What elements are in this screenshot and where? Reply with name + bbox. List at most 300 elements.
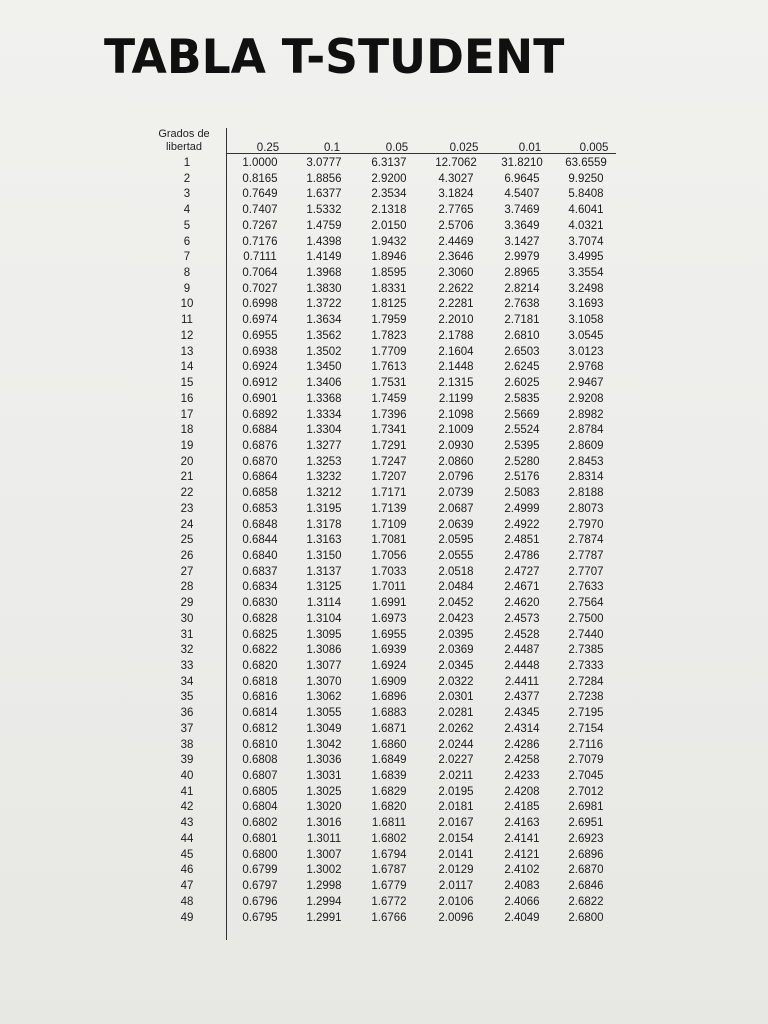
critical-value-cell: 0.6822	[242, 644, 278, 657]
critical-value-cell: 2.3534	[371, 188, 407, 201]
df-cell: 47	[180, 880, 194, 893]
critical-value-cell: 2.0423	[438, 612, 474, 625]
critical-value-cell: 2.7079	[568, 754, 604, 767]
critical-value-cell: 0.6901	[242, 392, 278, 405]
critical-value-cell: 1.3212	[306, 487, 342, 500]
table-row	[140, 235, 640, 251]
critical-value-cell: 2.9768	[568, 361, 604, 374]
critical-value-cell: 2.0687	[438, 502, 474, 515]
critical-value-cell: 1.6377	[306, 188, 342, 201]
df-cell: 14	[180, 361, 194, 374]
table-row	[140, 360, 640, 376]
critical-value-cell: 1.3055	[306, 707, 342, 720]
critical-value-cell: 2.4727	[504, 565, 540, 578]
critical-value-cell: 2.4141	[504, 832, 540, 845]
critical-value-cell: 1.3086	[306, 644, 342, 657]
critical-value-cell: 1.3025	[306, 785, 342, 798]
critical-value-cell: 2.0860	[438, 455, 474, 468]
df-cell: 4	[183, 204, 191, 217]
critical-value-cell: 1.3020	[306, 801, 342, 814]
alpha-header: 0.05	[385, 142, 409, 154]
critical-value-cell: 2.4573	[504, 612, 540, 625]
df-cell: 46	[180, 864, 194, 877]
critical-value-cell: 1.3070	[306, 675, 342, 688]
critical-value-cell: 2.6846	[568, 880, 604, 893]
critical-value-cell: 2.0211	[438, 770, 474, 783]
critical-value-cell: 2.4922	[504, 518, 540, 531]
table-row	[140, 313, 640, 329]
critical-value-cell: 0.6797	[242, 880, 278, 893]
critical-value-cell: 1.6802	[371, 832, 407, 845]
critical-value-cell: 2.6245	[504, 361, 540, 374]
critical-value-cell: 1.3968	[306, 267, 342, 280]
critical-value-cell: 0.6816	[242, 691, 278, 704]
alpha-header: 0.25	[256, 142, 280, 154]
critical-value-cell: 1.3406	[306, 377, 342, 390]
critical-value-cell: 0.6810	[242, 738, 278, 751]
table-row	[140, 628, 640, 644]
critical-value-cell: 1.8856	[306, 172, 342, 185]
critical-value-cell: 1.7247	[371, 455, 407, 468]
critical-value-cell: 2.8784	[568, 424, 604, 437]
df-cell: 17	[180, 408, 194, 421]
critical-value-cell: 0.6807	[242, 770, 278, 783]
table-row	[140, 439, 640, 455]
df-cell: 29	[180, 597, 194, 610]
critical-value-cell: 0.6801	[242, 832, 278, 845]
critical-value-cell: 2.7707	[568, 565, 604, 578]
critical-value-cell: 2.3646	[438, 251, 474, 264]
table-row	[140, 470, 640, 486]
critical-value-cell: 1.9432	[371, 235, 407, 248]
table-row	[140, 722, 640, 738]
critical-value-cell: 0.6820	[242, 660, 278, 672]
critical-value-cell: 2.0244	[438, 738, 474, 751]
critical-value-cell: 1.2994	[306, 895, 342, 908]
df-cell: 31	[180, 628, 194, 641]
critical-value-cell: 2.5176	[504, 471, 540, 484]
table-row	[140, 659, 640, 675]
critical-value-cell: 2.0518	[438, 565, 474, 578]
table-row	[140, 753, 640, 769]
critical-value-cell: 3.3554	[568, 267, 604, 280]
critical-value-cell: 1.3178	[306, 518, 342, 531]
critical-value-cell: 2.0141	[438, 848, 474, 861]
critical-value-cell: 0.6795	[242, 911, 278, 924]
critical-value-cell: 0.6812	[242, 722, 278, 735]
critical-value-cell: 2.4469	[438, 235, 474, 248]
critical-value-cell: 1.3125	[306, 581, 342, 594]
alpha-header: 0.005	[579, 142, 609, 154]
critical-value-cell: 0.8165	[242, 172, 278, 185]
critical-value-cell: 2.4258	[504, 754, 540, 767]
table-row	[140, 596, 640, 612]
critical-value-cell: 1.6787	[371, 864, 407, 877]
df-cell: 1	[183, 157, 191, 169]
table-row	[140, 785, 640, 801]
critical-value-cell: 1.4149	[306, 251, 342, 264]
df-cell: 5	[183, 219, 191, 232]
critical-value-cell: 2.4066	[504, 895, 540, 908]
table-row	[140, 266, 640, 282]
critical-value-cell: 2.7195	[568, 707, 604, 720]
critical-value-cell: 0.6938	[242, 345, 278, 358]
critical-value-cell: 2.2010	[438, 314, 474, 327]
critical-value-cell: 2.7116	[568, 738, 604, 751]
critical-value-cell: 1.6820	[371, 801, 407, 814]
critical-value-cell: 6.3137	[371, 157, 407, 169]
critical-value-cell: 1.3114	[306, 597, 342, 610]
critical-value-cell: 3.4995	[568, 251, 604, 264]
critical-value-cell: 1.7081	[371, 534, 407, 547]
critical-value-cell: 1.3232	[306, 471, 342, 484]
critical-value-cell: 1.3077	[306, 660, 342, 672]
critical-value-cell: 1.6939	[371, 644, 407, 657]
table-row	[140, 879, 640, 895]
critical-value-cell: 0.6825	[242, 628, 278, 641]
critical-value-cell: 2.4345	[504, 707, 540, 720]
critical-value-cell: 1.4759	[306, 219, 342, 232]
critical-value-cell: 1.3150	[306, 549, 342, 562]
critical-value-cell: 2.0301	[438, 691, 474, 704]
critical-value-cell: 1.3137	[306, 565, 342, 578]
critical-value-cell: 2.0129	[438, 864, 474, 877]
critical-value-cell: 2.0150	[371, 219, 407, 232]
critical-value-cell: 2.6822	[568, 895, 604, 908]
critical-value-cell: 1.7459	[371, 392, 407, 405]
critical-value-cell: 1.3562	[306, 329, 342, 342]
critical-value-cell: 2.0345	[438, 660, 474, 672]
critical-value-cell: 2.4163	[504, 817, 540, 830]
critical-value-cell: 0.6853	[242, 502, 278, 515]
critical-value-cell: 4.6041	[568, 204, 604, 217]
critical-value-cell: 1.0000	[242, 157, 278, 169]
critical-value-cell: 2.0154	[438, 832, 474, 845]
df-cell: 21	[180, 471, 194, 484]
df-cell: 33	[180, 660, 194, 672]
critical-value-cell: 2.4487	[504, 644, 540, 657]
critical-value-cell: 2.7970	[568, 518, 604, 531]
critical-value-cell: 1.3062	[306, 691, 342, 704]
critical-value-cell: 1.7531	[371, 377, 407, 390]
critical-value-cell: 0.6814	[242, 707, 278, 720]
critical-value-cell: 2.9200	[371, 172, 407, 185]
table-row	[140, 832, 640, 848]
critical-value-cell: 0.6858	[242, 487, 278, 500]
critical-value-cell: 0.6818	[242, 675, 278, 688]
critical-value-cell: 0.6844	[242, 534, 278, 547]
df-cell: 42	[180, 801, 194, 814]
critical-value-cell: 0.6802	[242, 817, 278, 830]
critical-value-cell: 1.3253	[306, 455, 342, 468]
df-cell: 24	[180, 518, 194, 531]
critical-value-cell: 1.6794	[371, 848, 407, 861]
critical-value-cell: 2.7440	[568, 628, 604, 641]
critical-value-cell: 2.0395	[438, 628, 474, 641]
alpha-header: 0.01	[518, 142, 542, 154]
critical-value-cell: 0.6804	[242, 801, 278, 814]
alpha-header: 0.1	[324, 142, 340, 154]
critical-value-cell: 1.3011	[306, 832, 342, 845]
critical-value-cell: 1.3450	[306, 361, 342, 374]
critical-value-cell: 1.6766	[371, 911, 407, 924]
critical-value-cell: 2.0195	[438, 785, 474, 798]
critical-value-cell: 1.6849	[371, 754, 407, 767]
critical-value-cell: 2.8453	[568, 455, 604, 468]
df-cell: 32	[180, 644, 194, 657]
table-row	[140, 345, 640, 361]
critical-value-cell: 0.6796	[242, 895, 278, 908]
critical-value-cell: 2.4314	[504, 722, 540, 735]
critical-value-cell: 1.7396	[371, 408, 407, 421]
critical-value-cell: 0.7064	[242, 267, 278, 280]
critical-value-cell: 1.6772	[371, 895, 407, 908]
df-cell: 15	[180, 377, 194, 390]
critical-value-cell: 2.8073	[568, 502, 604, 515]
critical-value-cell: 0.6800	[242, 848, 278, 861]
critical-value-cell: 3.0123	[568, 345, 604, 358]
critical-value-cell: 1.8125	[371, 298, 407, 311]
critical-value-cell: 2.4121	[504, 848, 540, 861]
critical-value-cell: 4.3027	[438, 172, 474, 185]
critical-value-cell: 3.1693	[568, 298, 604, 311]
critical-value-cell: 2.4049	[504, 911, 540, 924]
df-cell: 19	[180, 439, 194, 452]
critical-value-cell: 2.7333	[568, 660, 604, 672]
critical-value-cell: 1.6871	[371, 722, 407, 735]
critical-value-cell: 12.7062	[435, 157, 477, 169]
df-cell: 49	[180, 911, 194, 924]
critical-value-cell: 2.9979	[504, 251, 540, 264]
table-row	[140, 769, 640, 785]
critical-value-cell: 2.6870	[568, 864, 604, 877]
table-row	[140, 816, 640, 832]
df-cell: 6	[183, 235, 191, 248]
critical-value-cell: 3.3649	[504, 219, 540, 232]
critical-value-cell: 2.6025	[504, 377, 540, 390]
table-row	[140, 863, 640, 879]
critical-value-cell: 0.6864	[242, 471, 278, 484]
critical-value-cell: 1.2998	[306, 880, 342, 893]
critical-value-cell: 1.6955	[371, 628, 407, 641]
critical-value-cell: 2.4208	[504, 785, 540, 798]
critical-value-cell: 2.0369	[438, 644, 474, 657]
critical-value-cell: 0.6828	[242, 612, 278, 625]
critical-value-cell: 2.0484	[438, 581, 474, 594]
critical-value-cell: 2.5524	[504, 424, 540, 437]
table-row	[140, 612, 640, 628]
table-row	[140, 690, 640, 706]
critical-value-cell: 1.3304	[306, 424, 342, 437]
critical-value-cell: 2.2622	[438, 282, 474, 295]
critical-value-cell: 2.7284	[568, 675, 604, 688]
critical-value-cell: 2.4286	[504, 738, 540, 751]
critical-value-cell: 2.5706	[438, 219, 474, 232]
critical-value-cell: 3.7469	[504, 204, 540, 217]
critical-value-cell: 1.3634	[306, 314, 342, 327]
critical-value-cell: 2.8314	[568, 471, 604, 484]
critical-value-cell: 2.6503	[504, 345, 540, 358]
critical-value-cell: 0.7267	[242, 219, 278, 232]
critical-value-cell: 2.7787	[568, 549, 604, 562]
table-row	[140, 518, 640, 534]
critical-value-cell: 2.7500	[568, 612, 604, 625]
critical-value-cell: 3.1058	[568, 314, 604, 327]
df-cell: 41	[180, 785, 194, 798]
df-cell: 38	[180, 738, 194, 751]
critical-value-cell: 1.6839	[371, 770, 407, 783]
table-row	[140, 187, 640, 203]
critical-value-cell: 2.4377	[504, 691, 540, 704]
table-row	[140, 203, 640, 219]
critical-value-cell: 2.7181	[504, 314, 540, 327]
critical-value-cell: 1.3042	[306, 738, 342, 751]
critical-value-cell: 0.6924	[242, 361, 278, 374]
critical-value-cell: 1.3036	[306, 754, 342, 767]
df-cell: 9	[183, 282, 191, 295]
critical-value-cell: 0.6848	[242, 518, 278, 531]
critical-value-cell: 2.8982	[568, 408, 604, 421]
critical-value-cell: 2.6951	[568, 817, 604, 830]
critical-value-cell: 2.6800	[568, 911, 604, 924]
critical-value-cell: 1.6924	[371, 660, 407, 672]
critical-value-cell: 0.6998	[242, 298, 278, 311]
critical-value-cell: 2.5083	[504, 487, 540, 500]
critical-value-cell: 4.0321	[568, 219, 604, 232]
critical-value-cell: 0.6805	[242, 785, 278, 798]
table-row	[140, 738, 640, 754]
critical-value-cell: 6.9645	[504, 172, 540, 185]
critical-value-cell: 0.6876	[242, 439, 278, 452]
df-cell: 3	[183, 188, 191, 201]
critical-value-cell: 2.4620	[504, 597, 540, 610]
table-row	[140, 533, 640, 549]
df-cell: 20	[180, 455, 194, 468]
critical-value-cell: 0.6955	[242, 329, 278, 342]
critical-value-cell: 1.3368	[306, 392, 342, 405]
critical-value-cell: 1.7171	[371, 487, 407, 500]
df-cell: 43	[180, 817, 194, 830]
critical-value-cell: 2.3060	[438, 267, 474, 280]
critical-value-cell: 1.3334	[306, 408, 342, 421]
table-row	[140, 172, 640, 188]
critical-value-cell: 0.6830	[242, 597, 278, 610]
alpha-header-row	[228, 142, 628, 154]
critical-value-cell: 1.7709	[371, 345, 407, 358]
critical-value-cell: 1.4398	[306, 235, 342, 248]
critical-value-cell: 1.7959	[371, 314, 407, 327]
critical-value-cell: 2.7045	[568, 770, 604, 783]
critical-value-cell: 2.0639	[438, 518, 474, 531]
critical-value-cell: 2.0262	[438, 722, 474, 735]
critical-value-cell: 3.1824	[438, 188, 474, 201]
df-cell: 16	[180, 392, 194, 405]
critical-value-cell: 2.6896	[568, 848, 604, 861]
df-cell: 35	[180, 691, 194, 704]
df-cell: 39	[180, 754, 194, 767]
table-row	[140, 643, 640, 659]
critical-value-cell: 2.0930	[438, 439, 474, 452]
critical-value-cell: 0.7027	[242, 282, 278, 295]
critical-value-cell: 1.7823	[371, 329, 407, 342]
critical-value-cell: 2.4448	[504, 660, 540, 672]
critical-value-cell: 2.6981	[568, 801, 604, 814]
df-cell: 7	[183, 251, 191, 264]
table-row	[140, 549, 640, 565]
critical-value-cell: 1.3502	[306, 345, 342, 358]
critical-value-cell: 2.7564	[568, 597, 604, 610]
df-cell: 48	[180, 895, 194, 908]
critical-value-cell: 0.7176	[242, 235, 278, 248]
critical-value-cell: 0.6884	[242, 424, 278, 437]
df-column-header	[144, 128, 224, 154]
df-cell: 30	[180, 612, 194, 625]
critical-value-cell: 4.5407	[504, 188, 540, 201]
critical-value-cell: 2.1199	[438, 392, 474, 405]
critical-value-cell: 2.5835	[504, 392, 540, 405]
table-row	[140, 848, 640, 864]
critical-value-cell: 2.7638	[504, 298, 540, 311]
critical-value-cell: 0.6912	[242, 377, 278, 390]
critical-value-cell: 2.4528	[504, 628, 540, 641]
critical-value-cell: 1.8331	[371, 282, 407, 295]
critical-value-cell: 3.0777	[306, 157, 342, 169]
critical-value-cell: 2.1315	[438, 377, 474, 390]
critical-value-cell: 1.3195	[306, 502, 342, 515]
critical-value-cell: 1.5332	[306, 204, 342, 217]
table-row	[140, 675, 640, 691]
critical-value-cell: 2.0739	[438, 487, 474, 500]
critical-value-cell: 2.0281	[438, 707, 474, 720]
critical-value-cell: 2.7385	[568, 644, 604, 657]
critical-value-cell: 1.3049	[306, 722, 342, 735]
critical-value-cell: 2.0452	[438, 597, 474, 610]
table-row	[140, 706, 640, 722]
critical-value-cell: 0.6892	[242, 408, 278, 421]
df-cell: 36	[180, 707, 194, 720]
critical-value-cell: 2.0167	[438, 817, 474, 830]
critical-value-cell: 0.7649	[242, 188, 278, 201]
df-header-line-2: libertad	[165, 141, 203, 153]
critical-value-cell: 2.8965	[504, 267, 540, 280]
critical-value-cell: 1.6811	[371, 817, 407, 830]
critical-value-cell: 1.6779	[371, 880, 407, 893]
critical-value-cell: 2.2281	[438, 298, 474, 311]
critical-value-cell: 0.6808	[242, 754, 278, 767]
critical-value-cell: 2.5395	[504, 439, 540, 452]
df-cell: 18	[180, 424, 194, 437]
table-row	[140, 423, 640, 439]
critical-value-cell: 1.8946	[371, 251, 407, 264]
critical-value-cell: 2.7238	[568, 691, 604, 704]
critical-value-cell: 2.4185	[504, 801, 540, 814]
critical-value-cell: 2.5669	[504, 408, 540, 421]
table-body	[140, 156, 640, 926]
critical-value-cell: 1.3277	[306, 439, 342, 452]
critical-value-cell: 2.1448	[438, 361, 474, 374]
critical-value-cell: 1.7109	[371, 518, 407, 531]
critical-value-cell: 1.3016	[306, 817, 342, 830]
critical-value-cell: 2.0595	[438, 534, 474, 547]
critical-value-cell: 1.6909	[371, 675, 407, 688]
df-cell: 44	[180, 832, 194, 845]
critical-value-cell: 2.1788	[438, 329, 474, 342]
critical-value-cell: 1.6883	[371, 707, 407, 720]
df-cell: 13	[180, 345, 194, 358]
critical-value-cell: 1.7613	[371, 361, 407, 374]
critical-value-cell: 2.0555	[438, 549, 474, 562]
page-title: TABLA T-STUDENT	[104, 30, 565, 85]
